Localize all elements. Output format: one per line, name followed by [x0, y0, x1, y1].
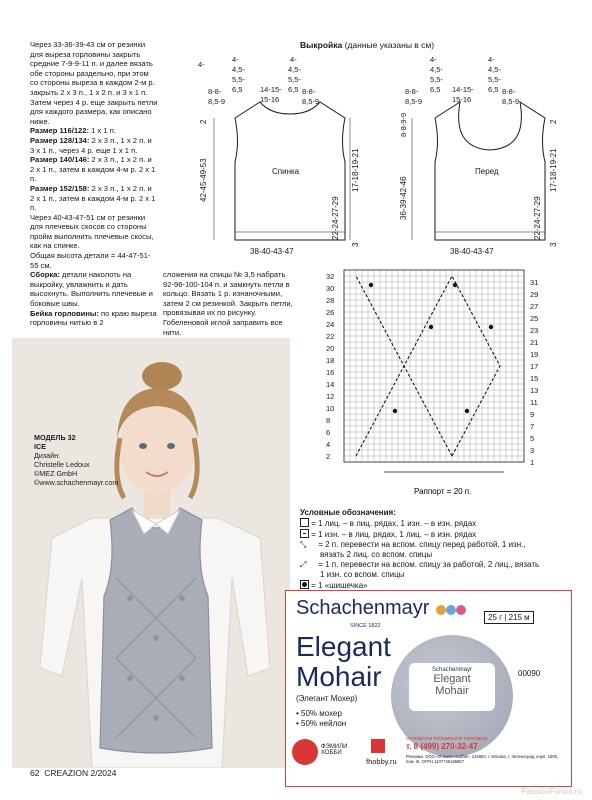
neck-text: Бейка горловины: по краю выреза горловины нитью в 2	[30, 308, 157, 328]
svg-text:8,5-9: 8,5-9	[405, 97, 423, 106]
chart-row-label: 18	[326, 356, 335, 365]
legend	[300, 508, 545, 591]
ad-comp-1: • 50% мохер	[296, 709, 342, 718]
ad-brand: Schachenmayr	[296, 597, 430, 619]
legend-item: ⤡ = 2 п. перевести на вспом. спицу перед работой, 1 изн., вязать 2 лиц. со вспом. спицы	[300, 540, 526, 559]
chart-row-label: 11	[530, 398, 538, 407]
legend-item: = 1 лиц. – в лиц. рядах, 1 изн. – в изн. рядах	[300, 518, 545, 529]
size-line: Размер 116/122: 1 х 1 п.	[30, 126, 116, 136]
instructions-continued: сложения на спицы № 3,5 набрать 92-96-100-104 п. и замкнуть петли в кольцо. Вязать 1 р. изнаночными, затем 2 см резинкой. Закрыть петли, провязывая их по рисунку. Гобеленовой иглой заправить все нити.	[163, 270, 293, 337]
ad-weight: 25 г | 215 м	[484, 611, 534, 624]
svg-text:8-8-9-9: 8-8-9-9	[399, 112, 408, 137]
ad-family: ФЭМИЛИ ХОББИ	[321, 744, 348, 756]
legend-item: = 1 изн. – в лиц. рядах, 1 лиц. – в изн. рядах	[300, 529, 545, 540]
svg-text:8,5-9: 8,5-9	[208, 97, 226, 106]
ad-site: fhobby.ru	[366, 757, 397, 766]
instructions-column	[30, 40, 158, 328]
ad-product-1: Elegant	[296, 631, 391, 662]
svg-text:4,5-: 4,5-	[430, 65, 443, 74]
svg-text:5,5-: 5,5-	[430, 75, 443, 84]
chart-row-label: 26	[326, 308, 335, 317]
chart-row-label: 28	[326, 296, 335, 305]
chart-row-label: 5	[530, 434, 535, 443]
svg-text:4-: 4-	[430, 55, 437, 64]
chart-row-label: 29	[530, 290, 539, 299]
yarn-label: Schachenmayr Elegant Mohair	[409, 663, 495, 711]
svg-text:5,5-: 5,5-	[232, 75, 245, 84]
bobble-symbol-icon	[300, 580, 309, 589]
chart-row-label: 27	[530, 302, 539, 311]
cable-left-icon: ⤡	[300, 540, 307, 549]
watermark: PassionForum.ru	[521, 787, 582, 796]
chart-row-label: 32	[326, 272, 335, 281]
svg-text:8-8-: 8-8-	[502, 87, 516, 96]
legend-title: Условные обозначения:	[300, 508, 396, 517]
svg-text:4,5-: 4,5-	[488, 65, 501, 74]
width-front: 38-40-43-47	[450, 247, 494, 256]
back-height: 42-45-49-53	[199, 158, 208, 202]
purl-symbol-icon	[300, 529, 309, 538]
chart-row-label: 3	[530, 446, 535, 455]
svg-text:3: 3	[549, 242, 558, 247]
svg-text:8-8-: 8-8-	[405, 87, 419, 96]
svg-text:8-8-: 8-8-	[302, 87, 316, 96]
ad-comp-2: • 50% нейлон	[296, 719, 347, 728]
repeat-label: Раппорт = 20 п.	[414, 487, 472, 496]
svg-text:5,5-: 5,5-	[288, 75, 301, 84]
ad-product-2: Mohair	[296, 661, 382, 692]
ad-translit: (Элегант Мохер)	[296, 694, 358, 703]
svg-text:4-: 4-	[232, 55, 239, 64]
chart-row-label: 9	[530, 410, 535, 419]
instructions-intro: Через 33-36-39-43 см от резинки для выреза горловины закрыть средние 7-9-9-11 п. и далее вязать обе стороны раздельно, при этом со стороны выреза в каждом 2-м р. закрыть 2 х 3 п., 1 х 2 п. и 3 х 1 п. Затем через 4 р. еще закрыть петли для каждого размера, как описано ниже.	[30, 40, 158, 126]
svg-text:8,5-9: 8,5-9	[302, 97, 320, 106]
bobble-mark	[369, 283, 373, 287]
bobble-mark	[465, 409, 469, 413]
chart-row-label: 7	[530, 422, 535, 431]
svg-text:14-15-: 14-15-	[452, 85, 474, 94]
back-label: Спинка	[272, 167, 300, 176]
bobble-mark	[453, 283, 457, 287]
ad-wholesale: ОПТОВАЯ И РОЗНИЧНАЯ ТОРГОВЛЯ	[406, 736, 487, 741]
ad-code: 00090	[518, 669, 541, 678]
chart-row-label: 4	[326, 440, 331, 449]
back-side: 22-24-27-29	[331, 196, 340, 240]
child-vest-illustration	[12, 338, 290, 768]
model-photo	[12, 338, 290, 768]
svg-text:4,5-: 4,5-	[232, 65, 245, 74]
chart-row-label: 15	[530, 374, 539, 383]
chart-row-label: 12	[326, 392, 335, 401]
chart-row-label: 23	[530, 326, 539, 335]
dim-shoulder: 4-	[198, 60, 205, 69]
front-height: 36-39-42-46	[399, 176, 408, 220]
svg-text:6,5: 6,5	[430, 85, 441, 94]
chart-row-label: 17	[530, 362, 539, 371]
svg-text:4,5-: 4,5-	[288, 65, 301, 74]
svg-text:8-8-: 8-8-	[208, 87, 222, 96]
chart-row-label: 22	[326, 332, 335, 341]
svg-text:15-16: 15-16	[452, 95, 472, 104]
chart-row-label: 2	[326, 452, 331, 461]
ad-address: Реклама. ООО «Фэмили Хобби». 124683, г. Москва, г. Зеленоград, корп. 1505, пом. III, ОГРН 1107746186857	[406, 754, 559, 764]
bobble-mark	[429, 325, 433, 329]
chart-row-label: 30	[326, 284, 335, 293]
photo-caption: МОДЕЛЬ 32 ICE Дизайн: Christelle Ledoux ©MEZ GmbH ©www.schachenmayr.com	[34, 433, 119, 487]
svg-text:14-15-: 14-15-	[260, 85, 282, 94]
chart-row-label: 13	[530, 386, 539, 395]
chart-row-label: 1	[530, 458, 535, 467]
cable-right-icon: ⤢	[300, 560, 307, 569]
brand-logo-icon	[436, 603, 472, 615]
front-armhole: 17-18-19-21	[549, 148, 558, 192]
chart-row-label: 24	[326, 320, 335, 329]
knit-symbol-icon	[300, 518, 309, 527]
total-height-text: Общая высота детали = 44-47-51-55 см.	[30, 251, 151, 270]
svg-text:4-: 4-	[488, 55, 495, 64]
chart-row-label: 14	[326, 380, 335, 389]
svg-text:6,5: 6,5	[288, 85, 299, 94]
svg-text:2: 2	[199, 119, 208, 124]
shoulders-text: Через 40-43-47-51 см от резинки для плечевых скосов со стороны пройм выполнить плечевые скосы, как на спинке.	[30, 212, 154, 251]
fhobby-icon	[371, 739, 385, 753]
chart-row-label: 10	[326, 404, 335, 413]
svg-text:6,5: 6,5	[488, 85, 499, 94]
bobble-mark	[393, 409, 397, 413]
ad-phone: т. 8 (499) 270-32-47	[406, 742, 478, 751]
svg-text:8,5-9: 8,5-9	[502, 97, 520, 106]
page-footer: 62 CREAZION 2/2024	[30, 768, 117, 778]
svg-text:2: 2	[549, 119, 558, 124]
bobble-mark	[489, 325, 493, 329]
legend-item: ⤢ = 1 п. перевести на вспом. спицу за работой, 2 лиц., вязать 1 изн. со вспом. спицы	[300, 560, 540, 579]
chart-row-label: 20	[326, 344, 335, 353]
size-line: Размер 140/146: 2 х 3 п., 1 х 2 п. и 2 х 1 п., затем в каждом 4-м р. 2 х 1 п.	[30, 155, 156, 184]
svg-text:4-: 4-	[290, 55, 297, 64]
chart-row-label: 19	[530, 350, 539, 359]
front-side: 22-24-27-29	[533, 196, 542, 240]
yarn-advertisement	[285, 590, 572, 787]
legend-item: = 1 «шишечка»	[300, 580, 545, 591]
ad-since: SINCE 1822	[350, 623, 381, 629]
front-label: Перед	[475, 167, 499, 176]
assembly-text: Сборка: детали наколоть на выкройку, увлажнить и дать высохнуть. Выполнить плечевые и боковые швы.	[30, 270, 153, 309]
chart-row-label: 6	[326, 428, 331, 437]
chart-row-label: 25	[530, 314, 539, 323]
svg-text:3: 3	[351, 242, 360, 247]
back-armhole: 17-18-19-21	[351, 148, 360, 192]
width-back: 38-40-43-47	[250, 247, 294, 256]
knitting-chart	[322, 266, 554, 500]
svg-text:15-16: 15-16	[260, 95, 280, 104]
svg-text:6,5: 6,5	[232, 85, 243, 94]
chart-row-label: 16	[326, 368, 335, 377]
size-line: Размер 128/134: 2 х 3 п., 1 х 2 п. и 3 х 1 п., через 4 р. еще 1 х 1 п.	[30, 135, 152, 155]
size-line: Размер 152/158: 2 х 3 п., 1 х 2 п. и 2 х 1 п., затем в каждом 4-м р. 2 х 1 п.	[30, 183, 156, 213]
family-hobby-logo-icon	[292, 739, 318, 765]
chart-row-label: 31	[530, 278, 539, 287]
chart-row-label: 21	[530, 338, 539, 347]
schema-title: Выкройка (данные указаны в см)	[300, 40, 435, 50]
chart-row-label: 8	[326, 416, 331, 425]
pattern-schematic	[190, 52, 560, 264]
svg-text:5,5-: 5,5-	[488, 75, 501, 84]
